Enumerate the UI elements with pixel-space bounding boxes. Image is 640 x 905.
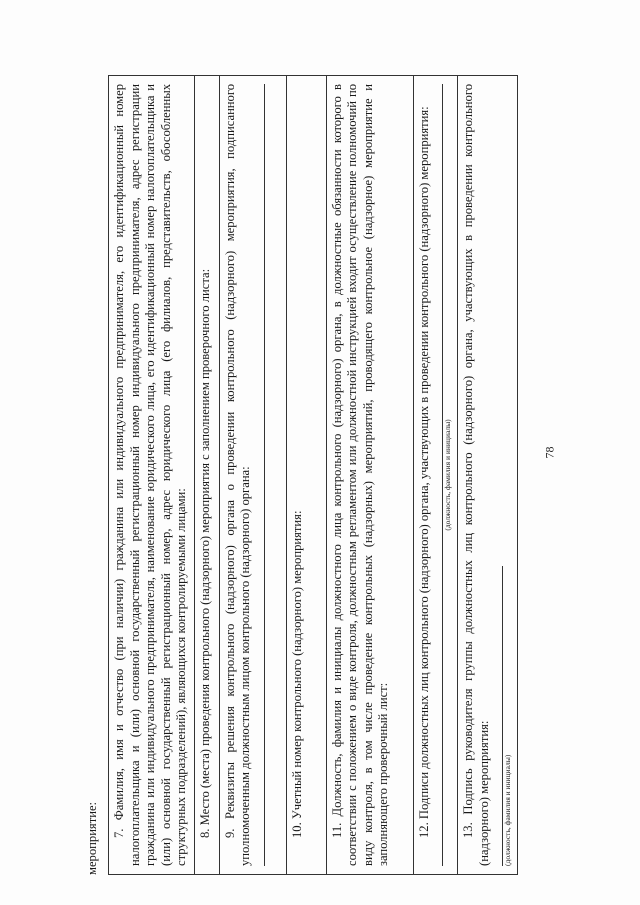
form-row-7 [109,76,195,875]
item-12-signature-caption: (должность, фамилия и инициалы) [443,419,453,531]
item-7-text: 7. Фамилия, имя и отчество (при наличии) гражданина или индивидуального предпринимателя, его идентификационный номер налогоплательщика и (или) основной государственный регистрационный номер индивидуального предпринимателя, адрес регистрации гражданина или индивидуального предпринимателя, наименование юридического лица, его идентификационный номер налогоплательщика и (или) основной государственный регистрационный номер, адрес юридического лица (его филиалов, представительств, обособленных структурных подразделений), являющихся контролируемыми лицами: [112,84,189,866]
form-row-10 [286,76,326,875]
item-8-text: 8. Место (места) проведения контрольного (надзорного) мероприятия с заполнением проверочного листа: [198,268,213,838]
item-12-signature-line [434,84,443,866]
form-row-12 [413,76,457,875]
item-11-text: 11. Должность, фамилия и инициалы должностного лица контрольного (надзорного) органа, в должностные обязанности которого в соответствии с положением о виде контроля, должностным регламентом или должностной инструкцией входит осуществление полномочий по виду контроля, в том числе проведение контрольных (надзорных) мероприятий, проводящего контрольное (надзорное) мероприятие и заполняющего проверочный лист: [330,84,391,866]
item-13-text: 13. Подпись руководителя группы должностных лиц контрольного (надзорного) органа, участвующих в проведении контрольного (надзорного) мероприятия: [461,84,491,866]
page-number: 78 [542,446,557,459]
item-9-text: 9. Реквизиты решения контрольного (надзорного) органа о проведении контрольного (надзорного) мероприятия, подписанного уполномоченным должностным лицом контрольного (надзорного) органа: [222,84,253,866]
form-row-9 [219,76,286,875]
item-10-text: 10. Учетный номер контрольного (надзорного) мероприятия: [289,510,304,838]
form-row-8 [195,76,219,875]
item-9-fill-line [256,84,265,866]
item-13-signature-line [494,566,503,866]
intro-text: мероприятие: [85,801,99,875]
form-row-13 [458,76,518,875]
form-content [85,55,555,875]
form-row-11 [327,76,414,875]
item-12-text: 12. Подписи должностных лиц контрольного (надзорного) органа, участвующих в проведении контрольного (надзорного) мероприятия: [416,106,431,838]
item-13-signature-caption: (должность, фамилия и инициалы) [502,754,512,866]
checklist-form-table [108,75,518,875]
